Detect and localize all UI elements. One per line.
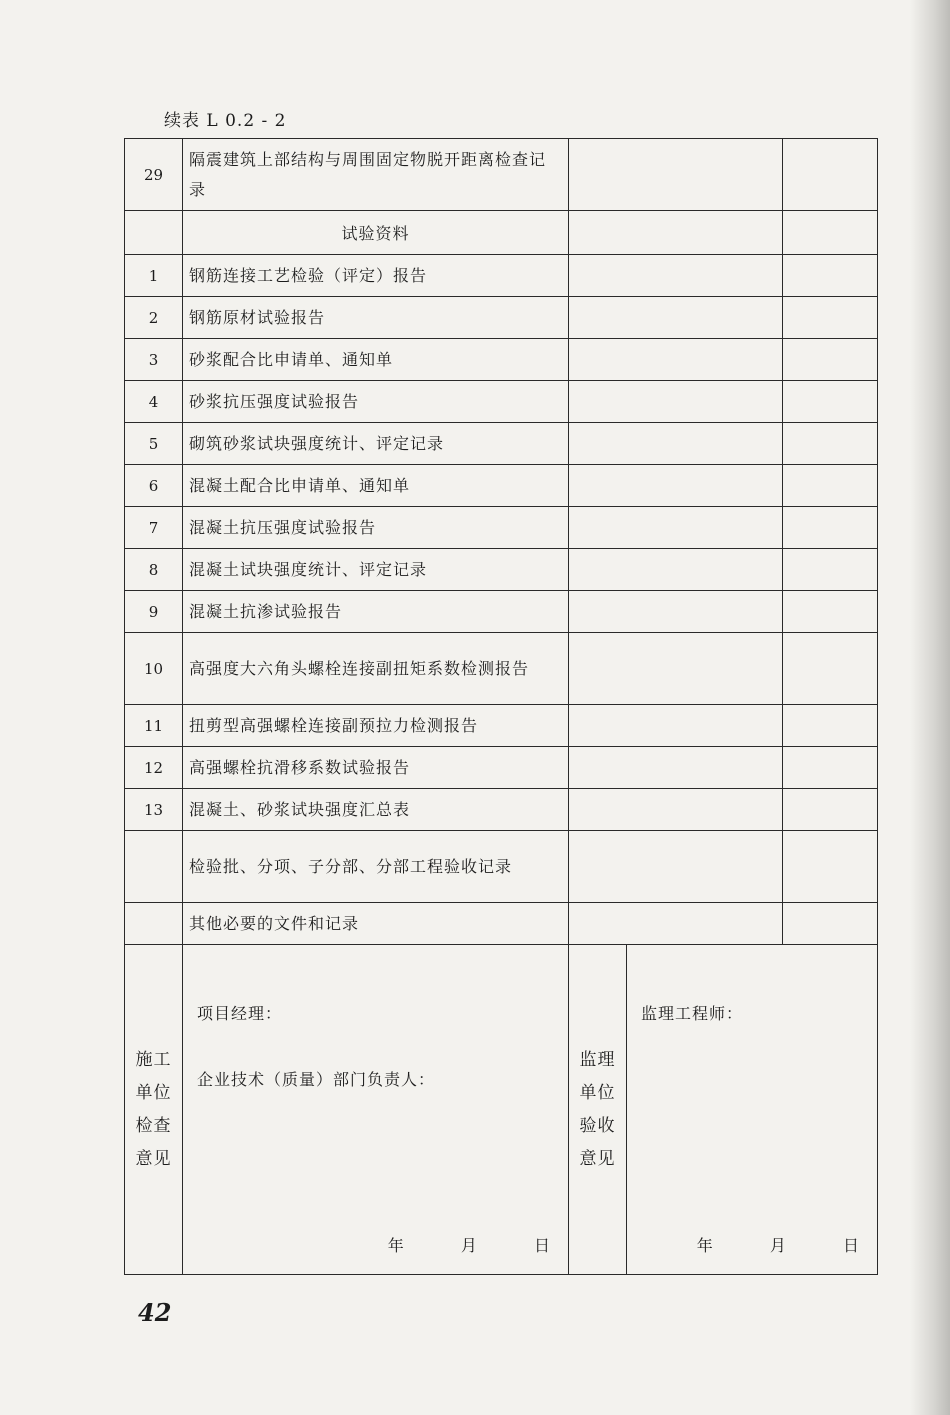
table-row	[125, 139, 878, 211]
empty-cell-b	[783, 789, 878, 831]
row-number	[125, 211, 183, 255]
empty-cell-b	[783, 139, 878, 211]
empty-cell-b	[783, 591, 878, 633]
year-label: 年	[387, 1236, 404, 1255]
row-item-name: 钢筋连接工艺检验（评定）报告	[183, 255, 569, 297]
empty-cell-b	[783, 211, 878, 255]
row-item-name: 高强度大六角头螺栓连接副扭矩系数检测报告	[183, 633, 569, 705]
supervisor-label: 监理工程师：	[641, 1004, 744, 1023]
record-rows	[125, 139, 878, 945]
construction-date-line	[336, 1233, 550, 1256]
row-item-name: 砂浆抗压强度试验报告	[183, 381, 569, 423]
empty-cell-a	[569, 591, 783, 633]
table-row	[125, 633, 878, 705]
project-manager-label: 项目经理：	[197, 1004, 283, 1023]
empty-cell-a	[569, 831, 783, 903]
empty-cell-a	[569, 507, 783, 549]
row-item-name: 混凝土配合比申请单、通知单	[183, 465, 569, 507]
tech-quality-head-label: 企业技术（质量）部门负责人：	[197, 1070, 436, 1089]
row-number: 11	[125, 705, 183, 747]
empty-cell-b	[783, 549, 878, 591]
table-row	[125, 705, 878, 747]
table-row	[125, 423, 878, 465]
section-header: 试验资料	[183, 211, 569, 255]
empty-cell-a	[569, 139, 783, 211]
row-item-name: 混凝土抗渗试验报告	[183, 591, 569, 633]
table-row	[125, 255, 878, 297]
row-number: 1	[125, 255, 183, 297]
empty-cell-b	[783, 465, 878, 507]
row-item-name: 混凝土抗压强度试验报告	[183, 507, 569, 549]
supervision-unit-label-cell	[569, 945, 627, 1275]
row-item-name: 扭剪型高强螺栓连接副预拉力检测报告	[183, 705, 569, 747]
row-item-name: 检验批、分项、子分部、分部工程验收记录	[183, 831, 569, 903]
day-label: 日	[842, 1236, 859, 1255]
empty-cell-b	[783, 903, 878, 945]
row-number: 10	[125, 633, 183, 705]
empty-cell-a	[569, 423, 783, 465]
row-number: 7	[125, 507, 183, 549]
table-row	[125, 591, 878, 633]
empty-cell-b	[783, 831, 878, 903]
construction-unit-label: 施工单位检查意见	[135, 1049, 172, 1169]
supervision-date-line	[645, 1233, 859, 1256]
table-row	[125, 747, 878, 789]
table-row	[125, 789, 878, 831]
empty-cell-a	[569, 705, 783, 747]
empty-cell-b	[783, 255, 878, 297]
empty-cell-a	[569, 211, 783, 255]
row-number: 5	[125, 423, 183, 465]
row-number: 4	[125, 381, 183, 423]
empty-cell-a	[569, 339, 783, 381]
empty-cell-a	[569, 297, 783, 339]
row-item-name: 钢筋原材试验报告	[183, 297, 569, 339]
month-label: 月	[460, 1236, 477, 1255]
row-item-name: 混凝土试块强度统计、评定记录	[183, 549, 569, 591]
page-edge-shadow	[910, 0, 950, 1415]
table-row	[125, 831, 878, 903]
day-label: 日	[533, 1236, 550, 1255]
row-number	[125, 903, 183, 945]
row-number: 13	[125, 789, 183, 831]
empty-cell-a	[569, 633, 783, 705]
row-number: 6	[125, 465, 183, 507]
empty-cell-a	[569, 465, 783, 507]
row-number: 29	[125, 139, 183, 211]
page-number: 42	[138, 1298, 172, 1327]
table-row	[125, 297, 878, 339]
empty-cell-b	[783, 423, 878, 465]
acceptance-record-table	[124, 138, 878, 1275]
row-item-name: 高强螺栓抗滑移系数试验报告	[183, 747, 569, 789]
row-item-name: 砌筑砂浆试块强度统计、评定记录	[183, 423, 569, 465]
row-number: 12	[125, 747, 183, 789]
row-number: 2	[125, 297, 183, 339]
table-row	[125, 507, 878, 549]
row-number: 8	[125, 549, 183, 591]
empty-cell-b	[783, 507, 878, 549]
table-row	[125, 549, 878, 591]
empty-cell-b	[783, 633, 878, 705]
empty-cell-b	[783, 747, 878, 789]
row-item-name: 其他必要的文件和记录	[183, 903, 569, 945]
month-label: 月	[769, 1236, 786, 1255]
row-number: 9	[125, 591, 183, 633]
row-number: 3	[125, 339, 183, 381]
row-item-name: 砂浆配合比申请单、通知单	[183, 339, 569, 381]
empty-cell-a	[569, 255, 783, 297]
row-item-name: 混凝土、砂浆试块强度汇总表	[183, 789, 569, 831]
signature-row	[125, 945, 878, 1275]
row-item-name: 隔震建筑上部结构与周围固定物脱开距离检查记录	[183, 139, 569, 211]
table-row	[125, 903, 878, 945]
empty-cell-a	[569, 381, 783, 423]
table-row	[125, 381, 878, 423]
empty-cell-a	[569, 789, 783, 831]
empty-cell-b	[783, 381, 878, 423]
empty-cell-b	[783, 297, 878, 339]
construction-unit-opinion-cell	[183, 945, 569, 1275]
empty-cell-b	[783, 339, 878, 381]
construction-unit-label-cell	[125, 945, 183, 1275]
year-label: 年	[696, 1236, 713, 1255]
row-number	[125, 831, 183, 903]
empty-cell-a	[569, 747, 783, 789]
supervision-unit-opinion-cell	[627, 945, 878, 1275]
section-header-row	[125, 211, 878, 255]
supervision-unit-label: 监理单位验收意见	[579, 1049, 616, 1169]
empty-cell-a	[569, 903, 783, 945]
table-row	[125, 339, 878, 381]
table-row	[125, 465, 878, 507]
empty-cell-a	[569, 549, 783, 591]
empty-cell-b	[783, 705, 878, 747]
table-caption: 续表 L 0.2 - 2	[164, 111, 287, 131]
